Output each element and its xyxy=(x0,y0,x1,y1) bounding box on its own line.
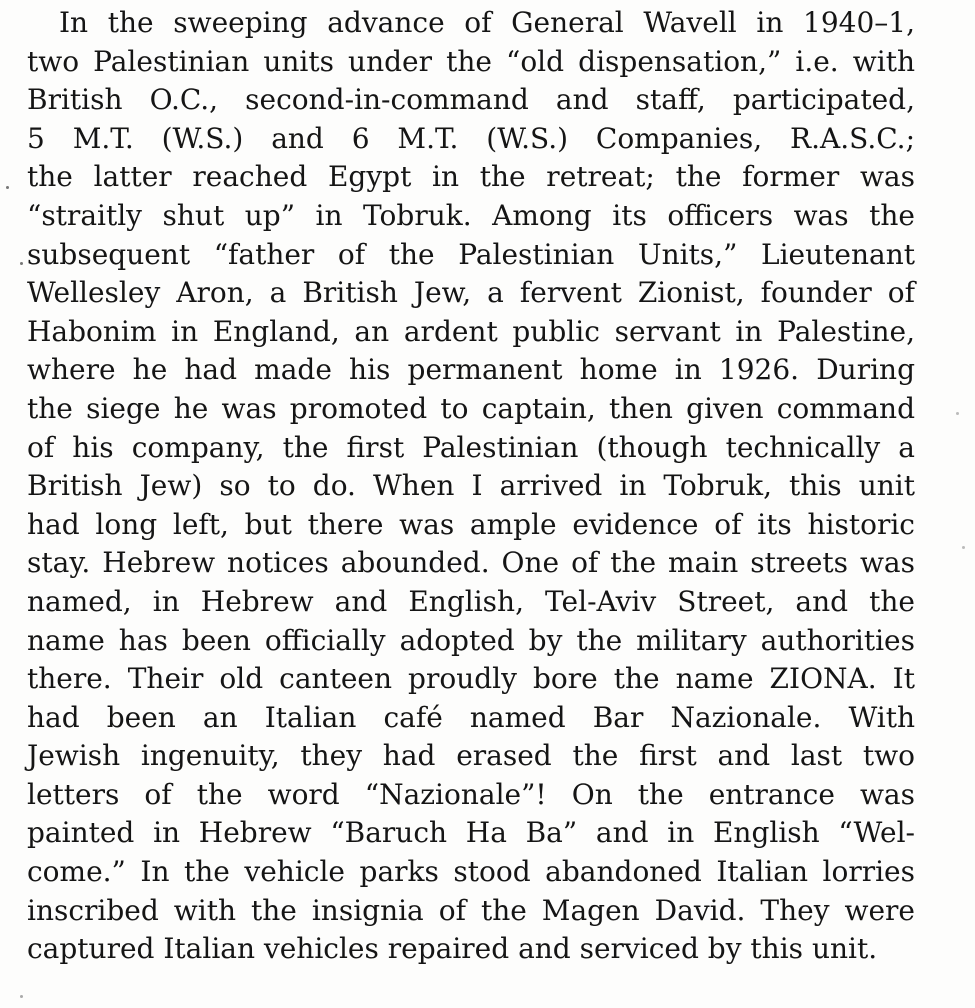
scan-speck xyxy=(20,995,23,998)
text-line-3: British O.C., second-in-command and staff, participated, xyxy=(27,83,915,117)
text-line-15: stay. Hebrew notices abounded. One of the main streets was xyxy=(27,546,915,580)
text-line-10: where he had made his permanent home in 1926. During xyxy=(27,353,915,387)
scan-speck xyxy=(6,186,9,189)
text-line-5: the latter reached Egypt in the retreat; the former was xyxy=(27,160,915,194)
scan-speck xyxy=(962,546,965,549)
text-line-2: two Palestinian units under the “old dispensation,” i.e. with xyxy=(27,44,915,78)
text-line-22: painted in Hebrew “Baruch Ha Ba” and in English “Wel- xyxy=(27,816,915,850)
text-line-8: Wellesley Aron, a British Jew, a fervent Zionist, founder of xyxy=(27,276,915,310)
text-line-12: of his company, the first Palestinian (though technically a xyxy=(27,430,915,464)
text-line-16: named, in Hebrew and English, Tel-Aviv Street, and the xyxy=(27,584,915,618)
text-line-20: Jewish ingenuity, they had erased the first and last two xyxy=(27,739,915,773)
text-line-23: come.” In the vehicle parks stood abandoned Italian lorries xyxy=(27,855,915,889)
text-line-17: name has been officially adopted by the military authorities xyxy=(27,623,915,657)
text-line-11: the siege he was promoted to captain, then given command xyxy=(27,391,915,425)
scan-speck xyxy=(20,262,23,265)
text-line-4: 5 M.T. (W.S.) and 6 M.T. (W.S.) Companies, R.A.S.C.; xyxy=(27,121,915,155)
text-line-21: letters of the word “Nazionale”! On the entrance was xyxy=(27,777,915,811)
text-line-7: subsequent “father of the Palestinian Units,” Lieutenant xyxy=(27,237,915,271)
text-line-18: there. Their old canteen proudly bore the name ZIONA. It xyxy=(27,662,915,696)
paragraph xyxy=(27,4,915,969)
text-line-24: inscribed with the insignia of the Magen David. They were xyxy=(27,893,915,927)
text-line-9: Habonim in England, an ardent public servant in Palestine, xyxy=(27,314,915,348)
text-line-6: “straitly shut up” in Tobruk. Among its officers was the xyxy=(27,198,915,232)
text-line-14: had long left, but there was ample evidence of its historic xyxy=(27,507,915,541)
text-line-19: had been an Italian café named Bar Nazionale. With xyxy=(27,700,915,734)
text-line-25: captured Italian vehicles repaired and serviced by this unit. xyxy=(27,932,878,966)
text-line-13: British Jew) so to do. When I arrived in Tobruk, this unit xyxy=(27,469,915,503)
text-line-1: In the sweeping advance of General Wavell in 1940–1, xyxy=(59,6,915,39)
scan-speck xyxy=(956,412,959,415)
